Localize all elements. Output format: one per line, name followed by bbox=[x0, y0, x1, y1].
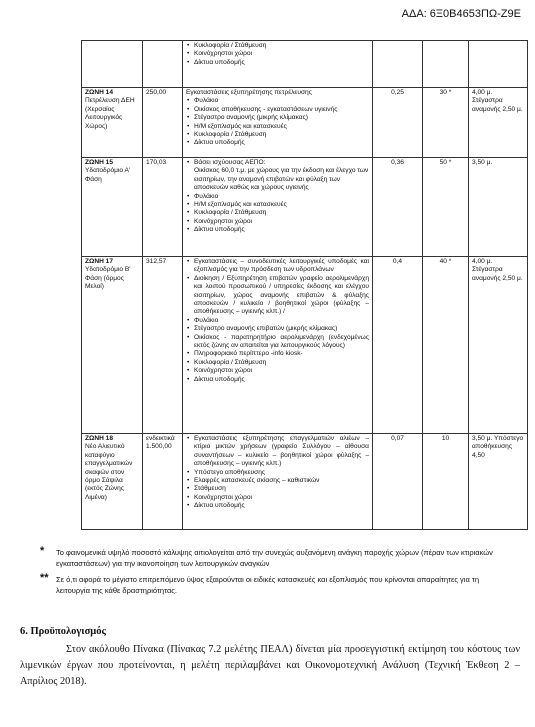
zone-description: Πετρέλευση ΔΕΗ (Χερσαίος Λειτουργικός Χώρος) bbox=[85, 97, 135, 130]
list-item: • Κυκλοφορία / Στάθμευση bbox=[194, 209, 369, 217]
zone-sd: 0,07 bbox=[373, 434, 423, 530]
zone-name: ΖΩΝΗ 17 bbox=[85, 258, 114, 265]
zone-height: 3,50 μ. bbox=[469, 158, 528, 257]
zone-description: Υδατοδρόμιο Β' Φάση (όρμος Μελοί) bbox=[85, 266, 131, 291]
zone-sd: 0,36 bbox=[373, 158, 423, 257]
list-item: • Στέγαστρο αναμονής (μικρής κλίμακας) bbox=[194, 114, 369, 122]
list-item: • Στάθμευση bbox=[194, 485, 369, 493]
list-item: • Κοινόχρηστοι χώροι bbox=[194, 367, 369, 375]
list-item: • Η/Μ εξοπλισμός και κατασκευές bbox=[194, 201, 369, 209]
zone-height: 4,00 μ. Στέγαστρα αναμονής 2,50 μ. bbox=[469, 257, 528, 434]
zone-description: Υδατοδρόμιο Α' Φάση bbox=[85, 167, 131, 183]
list-item: • Βάσει ισχύουσας ΑΕΠΟ: Οικίσκος 60,0 τ.μ. με χώρους για την έκδοση και έλεγχο των εισιτηρίων, την αναμονή επιβατών και φύλαξη των αποσκευών καθώς και χώρους υγιεινής bbox=[194, 159, 369, 193]
zone-coverage: 30 * bbox=[423, 88, 469, 158]
footnotes bbox=[40, 547, 500, 601]
table-row bbox=[82, 88, 528, 158]
list-item: • Πληροφοριακό περίπτερο -info kiosk- bbox=[194, 350, 369, 358]
table-row bbox=[82, 257, 528, 434]
footnote-text: Σε ό,τι αφορά το μέγιστο επιτρεπόμενο ύψος εξαιρούνται οι ειδικές κατασκευές και εξοπλισμός που κρίνονται απαραίτητες για τη λειτουργία της κάθε δραστηριότητας. bbox=[56, 575, 480, 595]
zone-area: ενδεικτικά 1.500,00 bbox=[143, 434, 183, 530]
zone-name: ΖΩΝΗ 18 bbox=[85, 435, 114, 442]
footnote bbox=[40, 547, 500, 569]
zones-table bbox=[81, 40, 528, 530]
zone-area: 312,57 bbox=[143, 257, 183, 434]
list-item: • Κυκλοφορία / Στάθμευση bbox=[194, 42, 369, 50]
zone-name: ΖΩΝΗ 14 bbox=[85, 89, 114, 96]
list-item: • Δίκτυα υποδομής bbox=[194, 59, 369, 67]
list-item: • Υπόστεγο αποθήκευσης bbox=[194, 469, 369, 477]
list-item: • Δίκτυα υποδομής bbox=[194, 502, 369, 510]
ada-code: ΑΔΑ: 6Ξ0Β4653ΠΩ-Ζ9Ε bbox=[401, 8, 521, 20]
zone-height: 3,50 μ. Υπόστεγο αποθήκευσης 4,50 bbox=[469, 434, 528, 530]
zone-area: 250,00 bbox=[143, 88, 183, 158]
list-item: • Οικίσκος - παρατηρητήριο αερολιμενάρχη (ενδεχομένως εκτός ζώνης αν απαιτείται για λειτουργικούς λόγους) bbox=[194, 334, 369, 351]
zone-area: 170,03 bbox=[143, 158, 183, 257]
zone-height: 4,00 μ. Στέγαστρα αναμονής 2,50 μ. bbox=[469, 88, 528, 158]
list-item: • Κοινόχρηστοι χώροι bbox=[194, 218, 369, 226]
table-row bbox=[82, 158, 528, 257]
footnote-mark: * bbox=[40, 545, 45, 557]
zone-sd: 0,4 bbox=[373, 257, 423, 434]
zone-intro: Εγκαταστάσεις εξυπηρέτησης πετρέλευσης bbox=[186, 89, 312, 96]
budget-section bbox=[20, 626, 520, 690]
zone-coverage: 10 bbox=[423, 434, 469, 530]
footnote-text: Το φαινομενικά υψηλό ποσοστό κάλυψης αιτιολογείται από την συνεχώς αυξανόμενη ανάγκη παροχής χώρων (πέραν των κτιριακών εγκαταστάσεων) για την ικανοποίηση των λειτουργικών αναγκών bbox=[56, 548, 493, 568]
list-item: • Στέγαστρο αναμονής επιβατών (μικρής κλίμακας) bbox=[194, 325, 369, 333]
list-item: • Εγκαταστάσεις – συνοδευτικές λειτουργικές υποδομές και εξοπλισμός για την πρόσδεση των υδροπλάνων bbox=[194, 258, 369, 275]
list-item: • Φυλάκιο bbox=[194, 97, 369, 105]
list-item: • Κοινόχρηστοι χώροι bbox=[194, 494, 369, 502]
zone-sd: 0,25 bbox=[373, 88, 423, 158]
list-item: • Εγκαταστάσεις εξυπηρέτησης επαγγελματιών αλιέων – κτίριο μικτών χρήσεων (γραφείο Συλλόγου – αίθουσα συναντήσεων – κυλικείο – βοηθητικοί χώροι φύλαξης – αποθήκευσης – υγιεινής κλπ.) bbox=[194, 435, 369, 469]
list-item: • Κοινόχρηστοι χώροι bbox=[194, 50, 369, 58]
zone-coverage: 40 * bbox=[423, 257, 469, 434]
list-item: • Φυλάκιο bbox=[194, 193, 369, 201]
zone-coverage: 50 * bbox=[423, 158, 469, 257]
footnote-mark: ** bbox=[40, 572, 49, 584]
list-item: • Δίκτυα υποδομής bbox=[194, 226, 369, 234]
list-item: • Κυκλοφορία / Στάθμευση bbox=[194, 359, 369, 367]
list-item: • Δίκτυα υποδομής bbox=[194, 139, 369, 147]
list-item: • Οικίσκος αποθήκευσης - εγκαταστάσεων υγιεινής bbox=[194, 106, 369, 114]
list-item: • Δίκτυα υποδομής bbox=[194, 376, 369, 384]
list-item: • Ελαφρές κατασκευές σκίασης – καθιστικών bbox=[194, 477, 369, 485]
table-row bbox=[82, 41, 528, 88]
section-body: Στον ακόλουθο Πίνακα (Πίνακας 7.2 μελέτης ΠΕΑΛ) δίνεται μία προσεγγιστική εκτίμηση του κόστους των λιμενικών έργων που προτείνονται, η μελέτη περιλαμβάνει και Οικονομοτεχνική Ανάλυση (Τεχνική Έκθεση 2 – Απρίλιος 2018). bbox=[20, 644, 520, 687]
list-item: • Κυκλοφορία / Στάθμευση bbox=[194, 131, 369, 139]
list-item: • Φυλάκιο bbox=[194, 317, 369, 325]
list-item: • Η/Μ εξοπλισμός και κατασκευές bbox=[194, 123, 369, 131]
table-row bbox=[82, 434, 528, 530]
zone-name: ΖΩΝΗ 15 bbox=[85, 159, 114, 166]
footnote bbox=[40, 574, 500, 596]
list-item: • Διοίκηση / Εξυπηρέτηση επιβατών γραφείο αερολιμενάρχη και λοιπού προσωπικού / υπηρεσίες έκδοσης και ελέγχου εισιτηρίων, χώρος αναμονής επιβατών & φύλαξης αποσκευών / κυλικείο / βοηθητικοί χώροι (φύλαξης – αποθήκευσης – υγιεινής κλπ.) / bbox=[194, 275, 369, 317]
zone-description: Νέο Αλιευτικό καταφύγιο επαγγελματικών σκαφών στον όρμο Σάψιλα (εκτός Ζώνης Λιμένα) bbox=[85, 443, 133, 501]
section-title: 6. Προϋπολογισμός bbox=[20, 626, 106, 637]
